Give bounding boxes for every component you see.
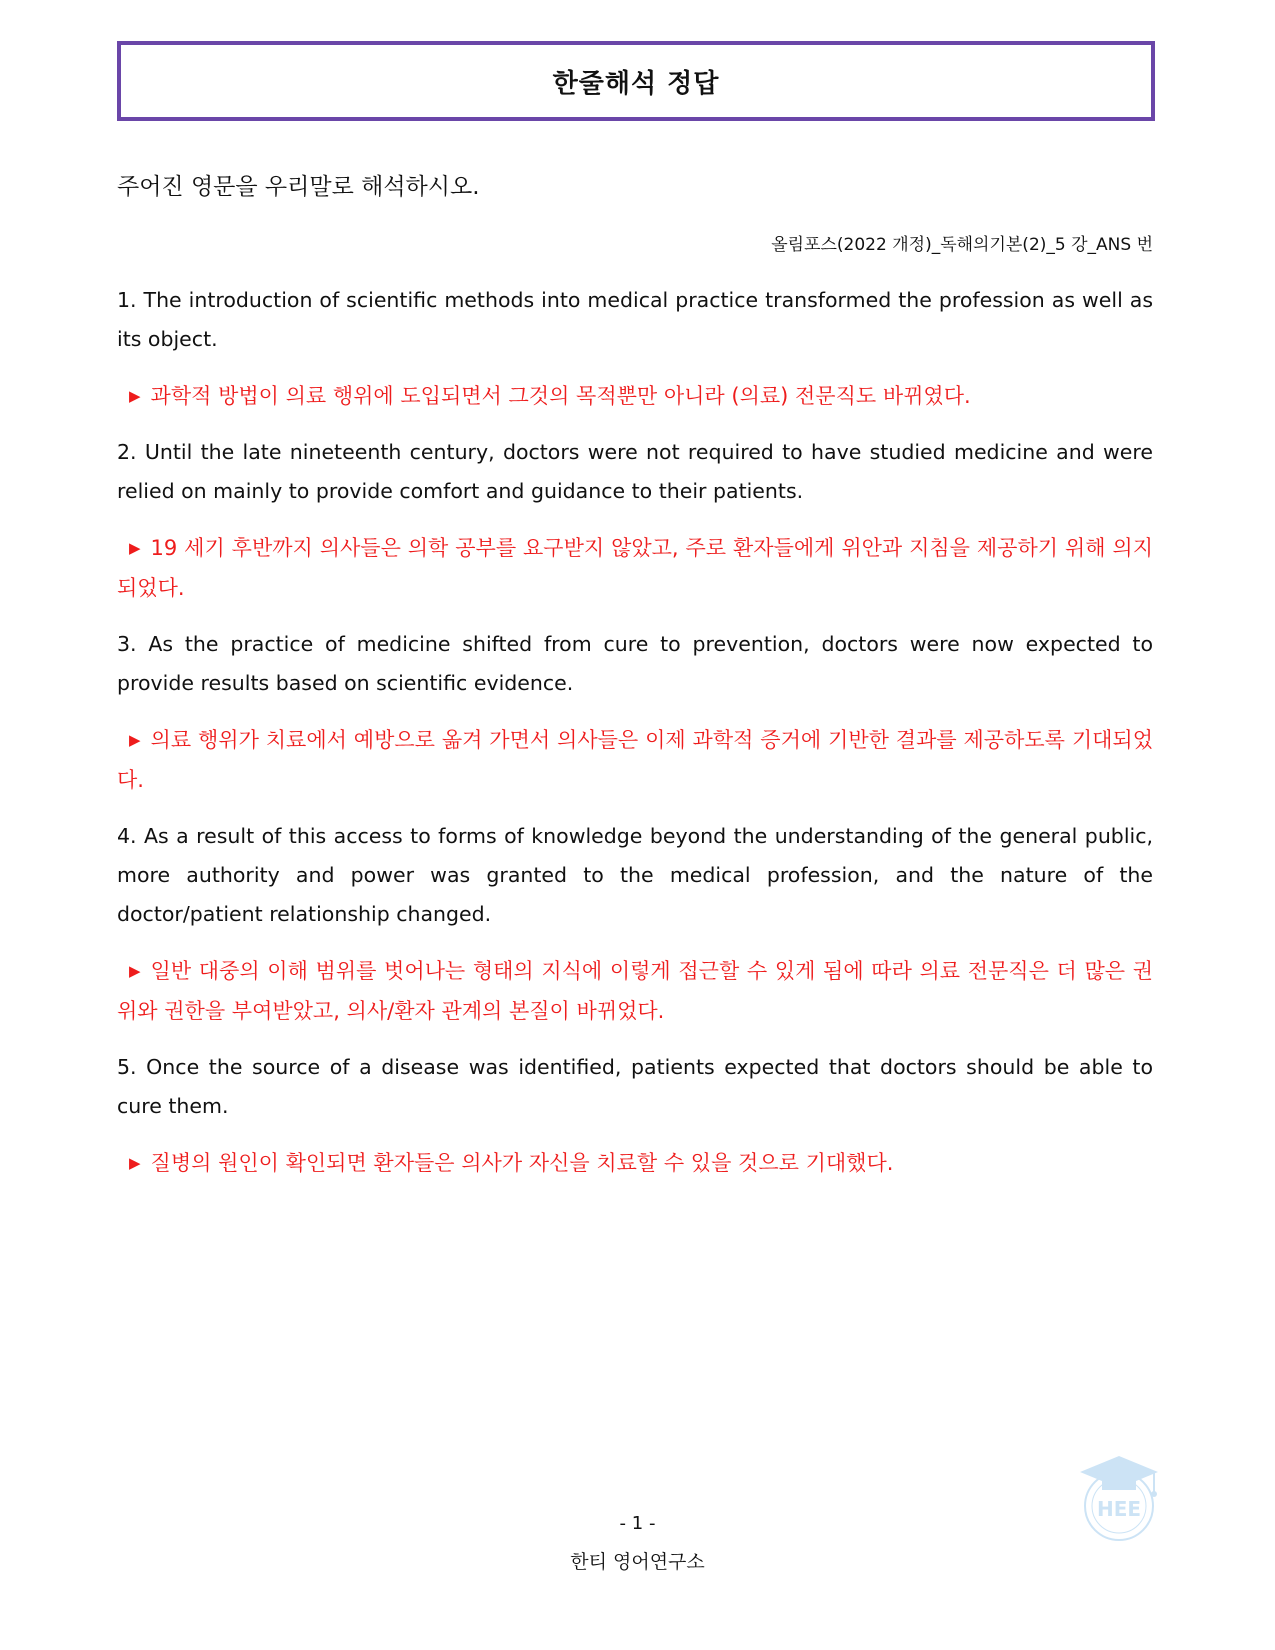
answer-text: 과학적 방법이 의료 행위에 도입되면서 그것의 목적뿐만 아니라 (의료) 전문직도 바뀌였다. <box>150 384 971 408</box>
question-text: 4. As a result of this access to forms of knowledge beyond the understanding of the general public, more authority and power was granted to the medical profession, and the nature of the doctor/patient relationship changed. <box>117 824 1153 926</box>
arrow-icon: ▶ <box>129 962 141 980</box>
question-text: 2. Until the late nineteenth century, doctors were not required to have studied medicine and were relied on mainly to provide comfort and guidance to their patients. <box>117 440 1153 503</box>
arrow-icon: ▶ <box>129 387 141 405</box>
answer-text: 19 세기 후반까지 의사들은 의학 공부를 요구받지 않았고, 주로 환자들에게 위안과 지침을 제공하기 위해 의지되었다. <box>117 536 1153 600</box>
title-box <box>117 41 1155 121</box>
answer-line <box>117 1143 1153 1183</box>
item-3 <box>117 625 1153 800</box>
answer-text: 일반 대중의 이해 범위를 벗어나는 형태의 지식에 이렇게 접근할 수 있게 됨에 따라 의료 전문직은 더 많은 권위와 권한을 부여받았고, 의사/환자 관계의 본질이 바뀌었다. <box>117 959 1153 1023</box>
source-reference: 올림포스(2022 개정)_독해의기본(2)_5 강_ANS 번 <box>771 235 1153 255</box>
arrow-icon: ▶ <box>129 731 141 749</box>
content-area <box>117 281 1153 1200</box>
answer-text: 의료 행위가 치료에서 예방으로 옮겨 가면서 의사들은 이제 과학적 증거에 기반한 결과를 제공하도록 기대되었다. <box>117 728 1153 792</box>
answer-line <box>117 376 1153 416</box>
answer-line <box>117 951 1153 1031</box>
question-text: 3. As the practice of medicine shifted from cure to prevention, doctors were now expected to provide results based on scientific evidence. <box>117 632 1153 695</box>
instruction-text: 주어진 영문을 우리말로 해석하시오. <box>117 174 480 200</box>
answer-line <box>117 720 1153 800</box>
logo-text: HEE <box>1096 1497 1142 1521</box>
question-text: 1. The introduction of scientific methods into medical practice transformed the profession as well as its object. <box>117 288 1153 351</box>
item-1 <box>117 281 1153 416</box>
answer-line <box>117 528 1153 608</box>
page-title: 한줄해석 정답 <box>552 68 720 99</box>
question-text: 5. Once the source of a disease was identified, patients expected that doctors should be able to cure them. <box>117 1055 1153 1118</box>
answer-text: 질병의 원인이 확인되면 환자들은 의사가 자신을 치료할 수 있을 것으로 기대했다. <box>150 1151 894 1175</box>
item-4 <box>117 817 1153 1031</box>
page-number: - 1 - <box>619 1513 656 1534</box>
footer-organization: 한티 영어연구소 <box>570 1551 705 1573</box>
item-2 <box>117 433 1153 608</box>
arrow-icon: ▶ <box>129 1154 141 1172</box>
item-5 <box>117 1048 1153 1183</box>
arrow-icon: ▶ <box>129 539 141 557</box>
